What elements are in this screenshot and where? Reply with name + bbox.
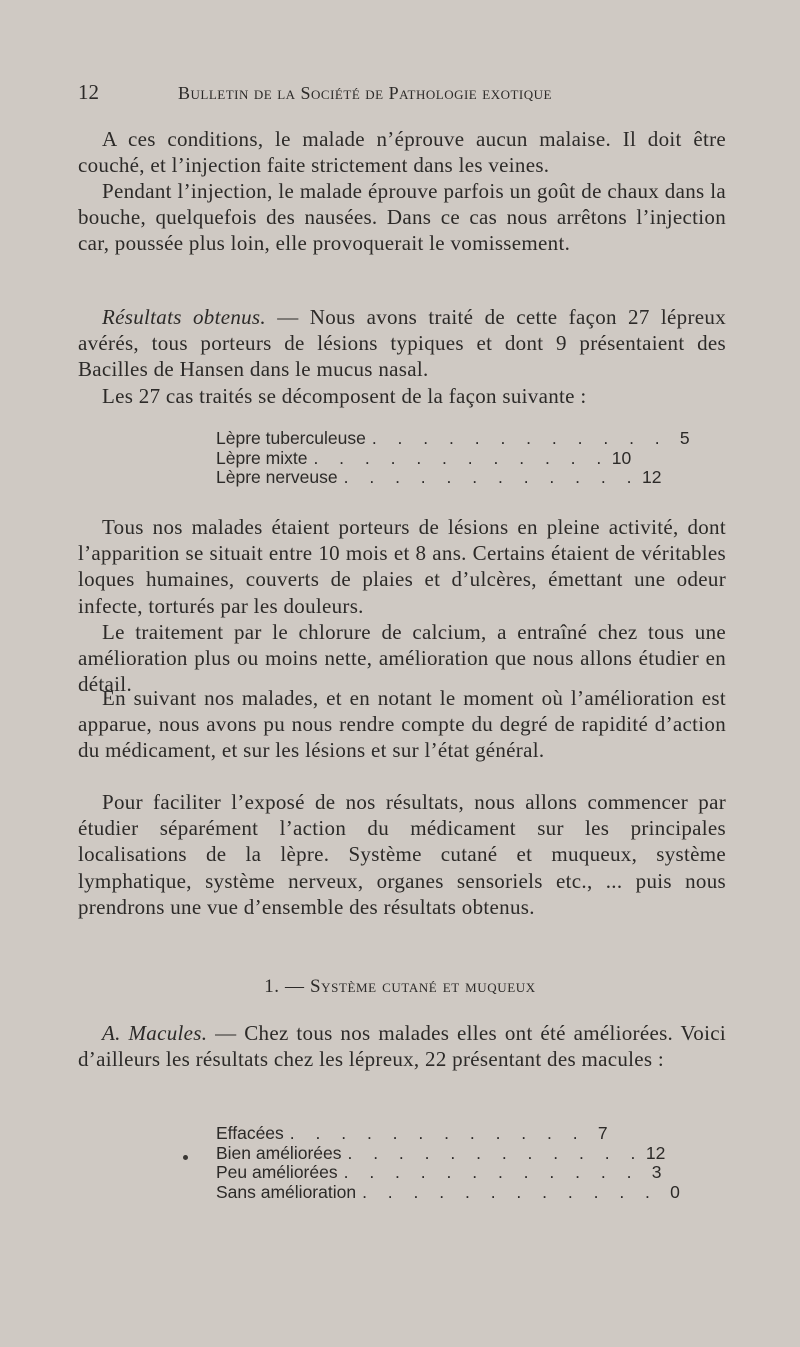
- row-label: Lèpre mixte: [216, 447, 308, 468]
- paragraph-monitoring: En suivant nos malades, et en notant le moment où l’amélioration est apparue, nous avons pu nous rendre compte du degré de rapidité d’action du médicament, et sur les lésions et sur l’état général.: [78, 686, 726, 763]
- table-leprosy-forms: [216, 428, 690, 488]
- paragraph-results: [78, 304, 726, 383]
- row-label: Lèpre tuberculeuse: [216, 428, 366, 448]
- leader-dots: . . . . . . . . . . . .: [289, 1123, 586, 1143]
- paragraph-patients: Tous nos malades étaient porteurs de lésions en pleine activité, dont l’apparition se situait entre 10 mois et 8 ans. Certains étaient de véritables loques humaines, couverts de plaies et d’ulcères, émettant une odeur infecte, torturés par les douleurs.: [78, 515, 726, 618]
- row-value: 10: [611, 447, 632, 468]
- results-text: — Nous avons traité de cette façon 27 lépreux avérés, tous porteurs de lésions typiques et dont 9 présentaient des Bacilles de Hansen dans le mucus nasal.: [78, 305, 726, 382]
- leader-dots: . . . . . . . . . . . .: [371, 428, 668, 448]
- paragraph-presentation: Pour faciliter l’exposé de nos résultats, nous allons commencer par étudier séparément l’action du médicament sur les principales localisations de la lèpre. Système cutané et muqueux, système lymphatique, système nerveux, organes sensoriels etc., ... puis nous prendrons une vue d’ensemble des résultats obtenus.: [78, 790, 726, 919]
- paragraph-injection: Pendant l’injection, le malade éprouve parfois un goût de chaux dans la bouche, quelquefois des nausées. Dans ce cas nous arrêtons l’injection car, poussée plus loin, elle provoquerait le vomissement.: [78, 179, 726, 256]
- table-row: [216, 1162, 662, 1183]
- table-row: [216, 447, 632, 469]
- section-title: 1. — Système cutané et muqueux: [264, 976, 536, 997]
- leader-dots: . . . . . . . . . . . .: [313, 447, 610, 468]
- row-value: 7: [597, 1123, 608, 1143]
- paragraph-macules: [78, 1020, 726, 1072]
- row-value: 12: [641, 467, 662, 487]
- table-row: [216, 467, 662, 488]
- macules-heading: A. Macules.: [102, 1021, 208, 1045]
- row-value: 5: [679, 428, 690, 448]
- row-label: Sans amélioration: [216, 1181, 357, 1202]
- row-label: Lèpre nerveuse: [216, 467, 338, 487]
- table-row: [216, 428, 690, 449]
- table-row: [216, 1142, 666, 1164]
- paragraph-treatment: Le traitement par le chlorure de calcium, a entraîné chez tous une amélioration plus ou moins nette, amélioration que nous allons étudier en détail.: [78, 620, 726, 697]
- leader-dots: . . . . . . . . . . . .: [347, 1142, 644, 1163]
- leader-dots: . . . . . . . . . . . .: [343, 467, 640, 487]
- leader-dots: . . . . . . . . . . . .: [362, 1181, 658, 1202]
- row-label: Effacées: [216, 1123, 284, 1143]
- row-label: Peu améliorées: [216, 1162, 338, 1182]
- paragraph-breakdown-intro: Les 27 cas traités se décomposent de la façon suivante :: [102, 384, 587, 408]
- row-value: 12: [645, 1142, 666, 1163]
- table-row: [216, 1181, 680, 1203]
- row-value: 0: [670, 1181, 680, 1202]
- paragraph-conditions: A ces conditions, le malade n’éprouve aucun malaise. Il doit être couché, et l’injection faite strictement dans les veines.: [78, 127, 726, 178]
- leader-dots: . . . . . . . . . . . .: [343, 1162, 640, 1182]
- page-header: [78, 80, 728, 110]
- table-macules-results: [216, 1123, 680, 1202]
- running-head: Bulletin de la Société de Pathologie exotique: [178, 83, 552, 103]
- results-heading: Résultats obtenus.: [102, 305, 266, 329]
- macules-text: — Chez tous nos malades elles ont été améliorées. Voici d’ailleurs les résultats chez les lépreux, 22 présentant des macules :: [78, 1021, 726, 1072]
- page-number: 12: [78, 80, 99, 104]
- row-label: Bien améliorées: [216, 1142, 342, 1163]
- ink-speck: [183, 1155, 188, 1160]
- table-row: [216, 1123, 608, 1144]
- row-value: 3: [651, 1162, 662, 1182]
